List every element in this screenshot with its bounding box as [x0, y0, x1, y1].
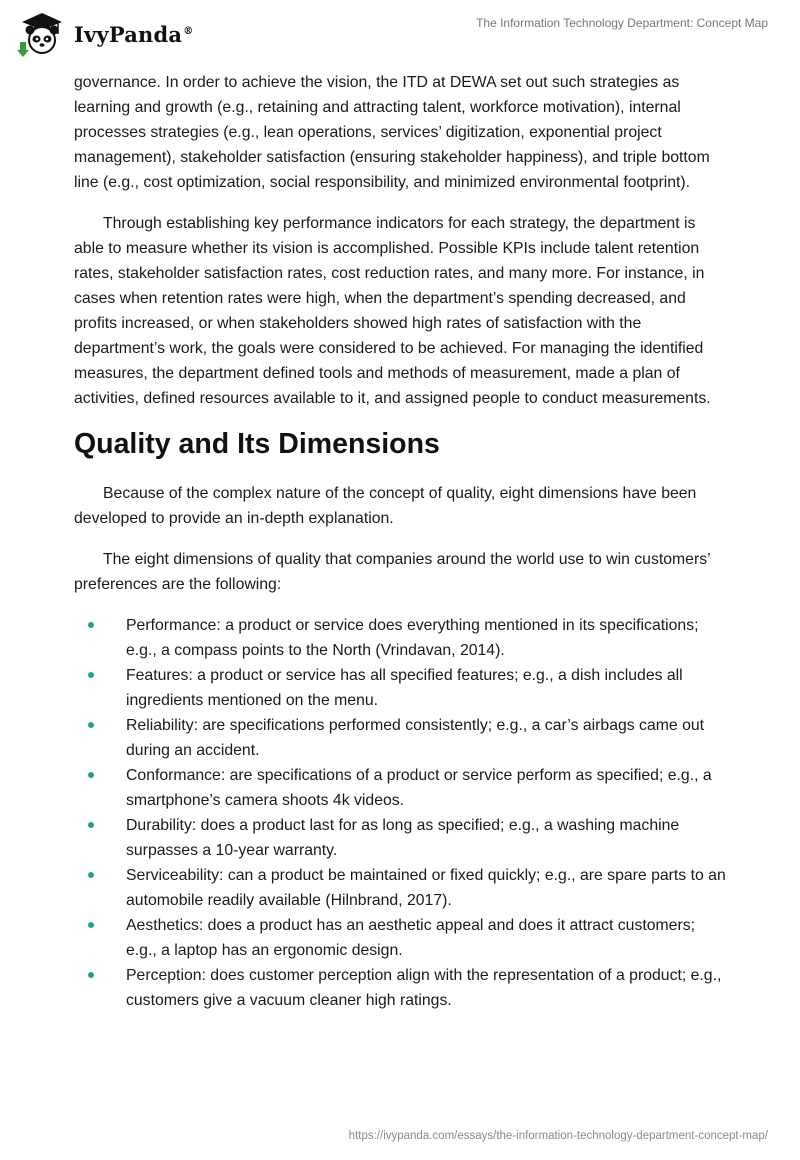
brand-name: IvyPanda®: [74, 21, 194, 47]
paragraph-kpis: Through establishing key performance indicators for each strategy, the department is able to measure whether its vision is accomplished. Possible KPIs include talent retention rates, stakeholder satisfaction rates, cost reduction rates, and many more. For instance, in cases when retention rates were high, when the department’s spending decreased, and profits increased, or when stakeholders showed high rates of satisfaction with the department’s work, the goals were considered to be achieved. For managing the identified measures, the department defined tools and methods of measurement, made a plan of activities, defined resources available to it, and assigned people to conduct measurements.: [74, 215, 711, 407]
bullet-icon: [88, 722, 94, 728]
list-item-text: Aesthetics: does a product has an aesthetic appeal and does it attract customers; e.g., a laptop has an ergonomic design.: [126, 917, 696, 959]
list-item-text: Durability: does a product last for as long as specified; e.g., a washing machine surpasses a 10-year warranty.: [126, 817, 680, 859]
paragraph-dimensions-intro: The eight dimensions of quality that companies around the world use to win customers’ preferences are the following:: [74, 551, 711, 593]
list-item: [74, 863, 726, 913]
list-item: [74, 663, 726, 713]
page-header: [0, 0, 800, 70]
document-title: The Information Technology Department: Concept Map: [476, 16, 768, 30]
list-item: [74, 963, 726, 1013]
bullet-icon: [88, 822, 94, 828]
bullet-icon: [88, 622, 94, 628]
bullet-icon: [88, 872, 94, 878]
bullet-icon: [88, 672, 94, 678]
list-item: [74, 763, 726, 813]
list-item: [74, 713, 726, 763]
paragraph-governance: governance. In order to achieve the vision, the ITD at DEWA set out such strategies as learning and growth (e.g., retaining and attracting talent, workforce motivation), internal processes strategies (e.g., lean operations, services’ digitization, exponential project management), stakeholder satisfaction (ensuring stakeholder happiness), and triple bottom line (e.g., cost optimization, social responsibility, and minimized environmental footprint).: [74, 74, 710, 191]
bullet-icon: [88, 772, 94, 778]
list-item-text: Features: a product or service has all specified features; e.g., a dish includes all ingredients mentioned on the menu.: [126, 667, 683, 709]
source-url-link[interactable]: https://ivypanda.com/essays/the-information-technology-department-concept-map/: [348, 1130, 768, 1142]
article-body: [74, 70, 726, 1013]
list-item: [74, 913, 726, 963]
list-item: [74, 613, 726, 663]
bullet-icon: [88, 972, 94, 978]
section-heading: Quality and Its Dimensions: [74, 428, 440, 460]
registered-mark: ®: [183, 25, 194, 37]
list-item-text: Reliability: are specifications performed consistently; e.g., a car’s airbags came out during an accident.: [126, 717, 705, 759]
list-item-text: Serviceability: can a product be maintained or fixed quickly; e.g., are spare parts to an automobile readily available (Hilnbrand, 2017).: [126, 867, 726, 909]
bullet-icon: [88, 922, 94, 928]
dimensions-list: [74, 613, 726, 1013]
list-item: [74, 813, 726, 863]
list-item-text: Conformance: are specifications of a product or service perform as specified; e.g., a smartphone’s camera shoots 4k videos.: [126, 767, 712, 809]
list-item-text: Performance: a product or service does everything mentioned in its specifications; e.g., a compass points to the North (Vrindavan, 2014).: [126, 617, 699, 659]
brand-logo[interactable]: [14, 8, 193, 60]
panda-graduate-icon: [14, 8, 70, 60]
paragraph-quality-intro: Because of the complex nature of the concept of quality, eight dimensions have been developed to provide an in-depth explanation.: [74, 485, 697, 527]
list-item-text: Perception: does customer perception align with the representation of a product; e.g., customers give a vacuum cleaner high ratings.: [126, 967, 722, 1009]
